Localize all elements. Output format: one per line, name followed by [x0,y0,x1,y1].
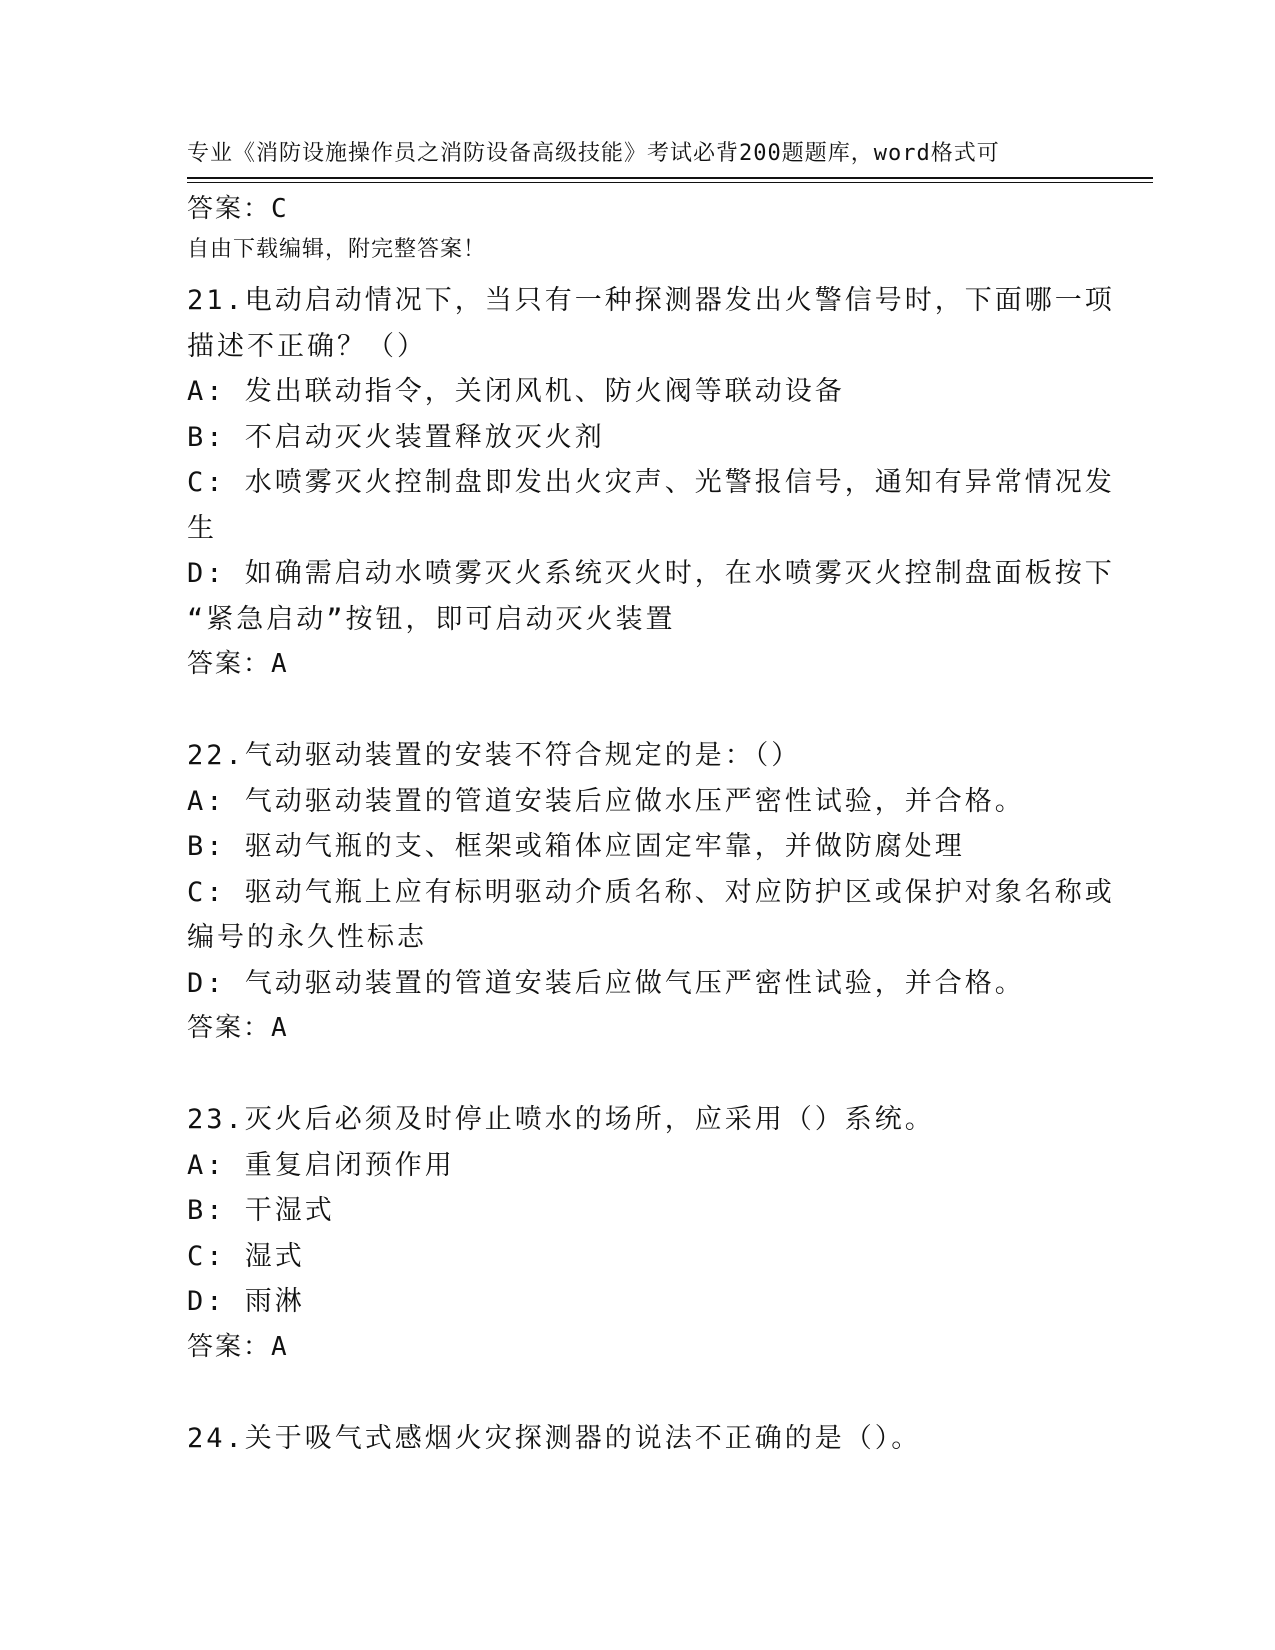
answer-label: 答案： [187,194,272,224]
answer-line [187,187,1087,233]
option-c: C: 湿式 [187,1240,305,1272]
option-b: B: 驱动气瓶的支、框架或箱体应固定牢靠，并做防腐处理 [187,831,965,862]
answer-line [187,1006,1087,1052]
header-line-2: 自由下载编辑，附完整答案！ [187,237,487,262]
answer-label: 答案： [187,1331,272,1362]
option-d: “紧急启动”按钮，即可启动灭火装置 [187,603,676,635]
option-c: C: 驱动气瓶上应有标明驱动介质名称、对应防护区或保护对象名称或 [187,876,1115,908]
header-divider-thin [187,182,1153,183]
question-stem: 描述不正确？（） [187,330,427,362]
option-b: B: 不启动灭火装置释放灭火剂 [187,421,605,453]
answer-value: C [271,194,289,224]
question-stem: 24.关于吸气式感烟火灾探测器的说法不正确的是（）。 [187,1422,922,1454]
question-stem: 23.灭火后必须及时停止喷水的场所，应采用（）系统。 [187,1104,935,1135]
spacer [187,1370,1087,1416]
answer-line [187,1325,1087,1371]
question-stem: 21.电动启动情况下，当只有一种探测器发出火警信号时，下面哪一项 [187,285,1115,316]
spacer [187,688,1087,734]
option-d: D: 气动驱动装置的管道安装后应做气压严密性试验，并合格。 [187,967,1025,999]
header-line-1: 专业《消防设施操作员之消防设备高级技能》考试必背200题题库，word格式可 [187,141,1000,166]
option-d: D: 如确需启动水喷雾灭火系统灭火时，在水喷雾灭火控制盘面板按下 [187,558,1115,589]
option-a: A: 发出联动指令，关闭风机、防火阀等联动设备 [187,376,845,407]
option-d: D: 雨淋 [187,1286,305,1317]
option-a: A: 重复启闭预作用 [187,1149,455,1181]
question-stem: 22.气动驱动装置的安装不符合规定的是：（） [187,740,802,771]
option-c: C: 水喷雾灭火控制盘即发出火灾声、光警报信号，通知有异常情况发 [187,467,1115,498]
option-c: 编号的永久性标志 [187,922,427,953]
option-c: 生 [187,512,217,544]
header-divider-thick [187,177,1153,179]
answer-value: A [271,649,289,679]
spacer [187,1052,1087,1098]
option-a: A: 气动驱动装置的管道安装后应做水压严密性试验，并合格。 [187,785,1025,817]
answer-line [187,642,1087,688]
answer-label: 答案： [187,649,272,679]
spacer [187,233,1087,279]
answer-value: A [271,1331,289,1362]
option-b: B: 干湿式 [187,1195,335,1226]
answer-value: A [271,1013,289,1043]
question-content [187,187,1115,1461]
answer-label: 答案： [187,1013,272,1043]
